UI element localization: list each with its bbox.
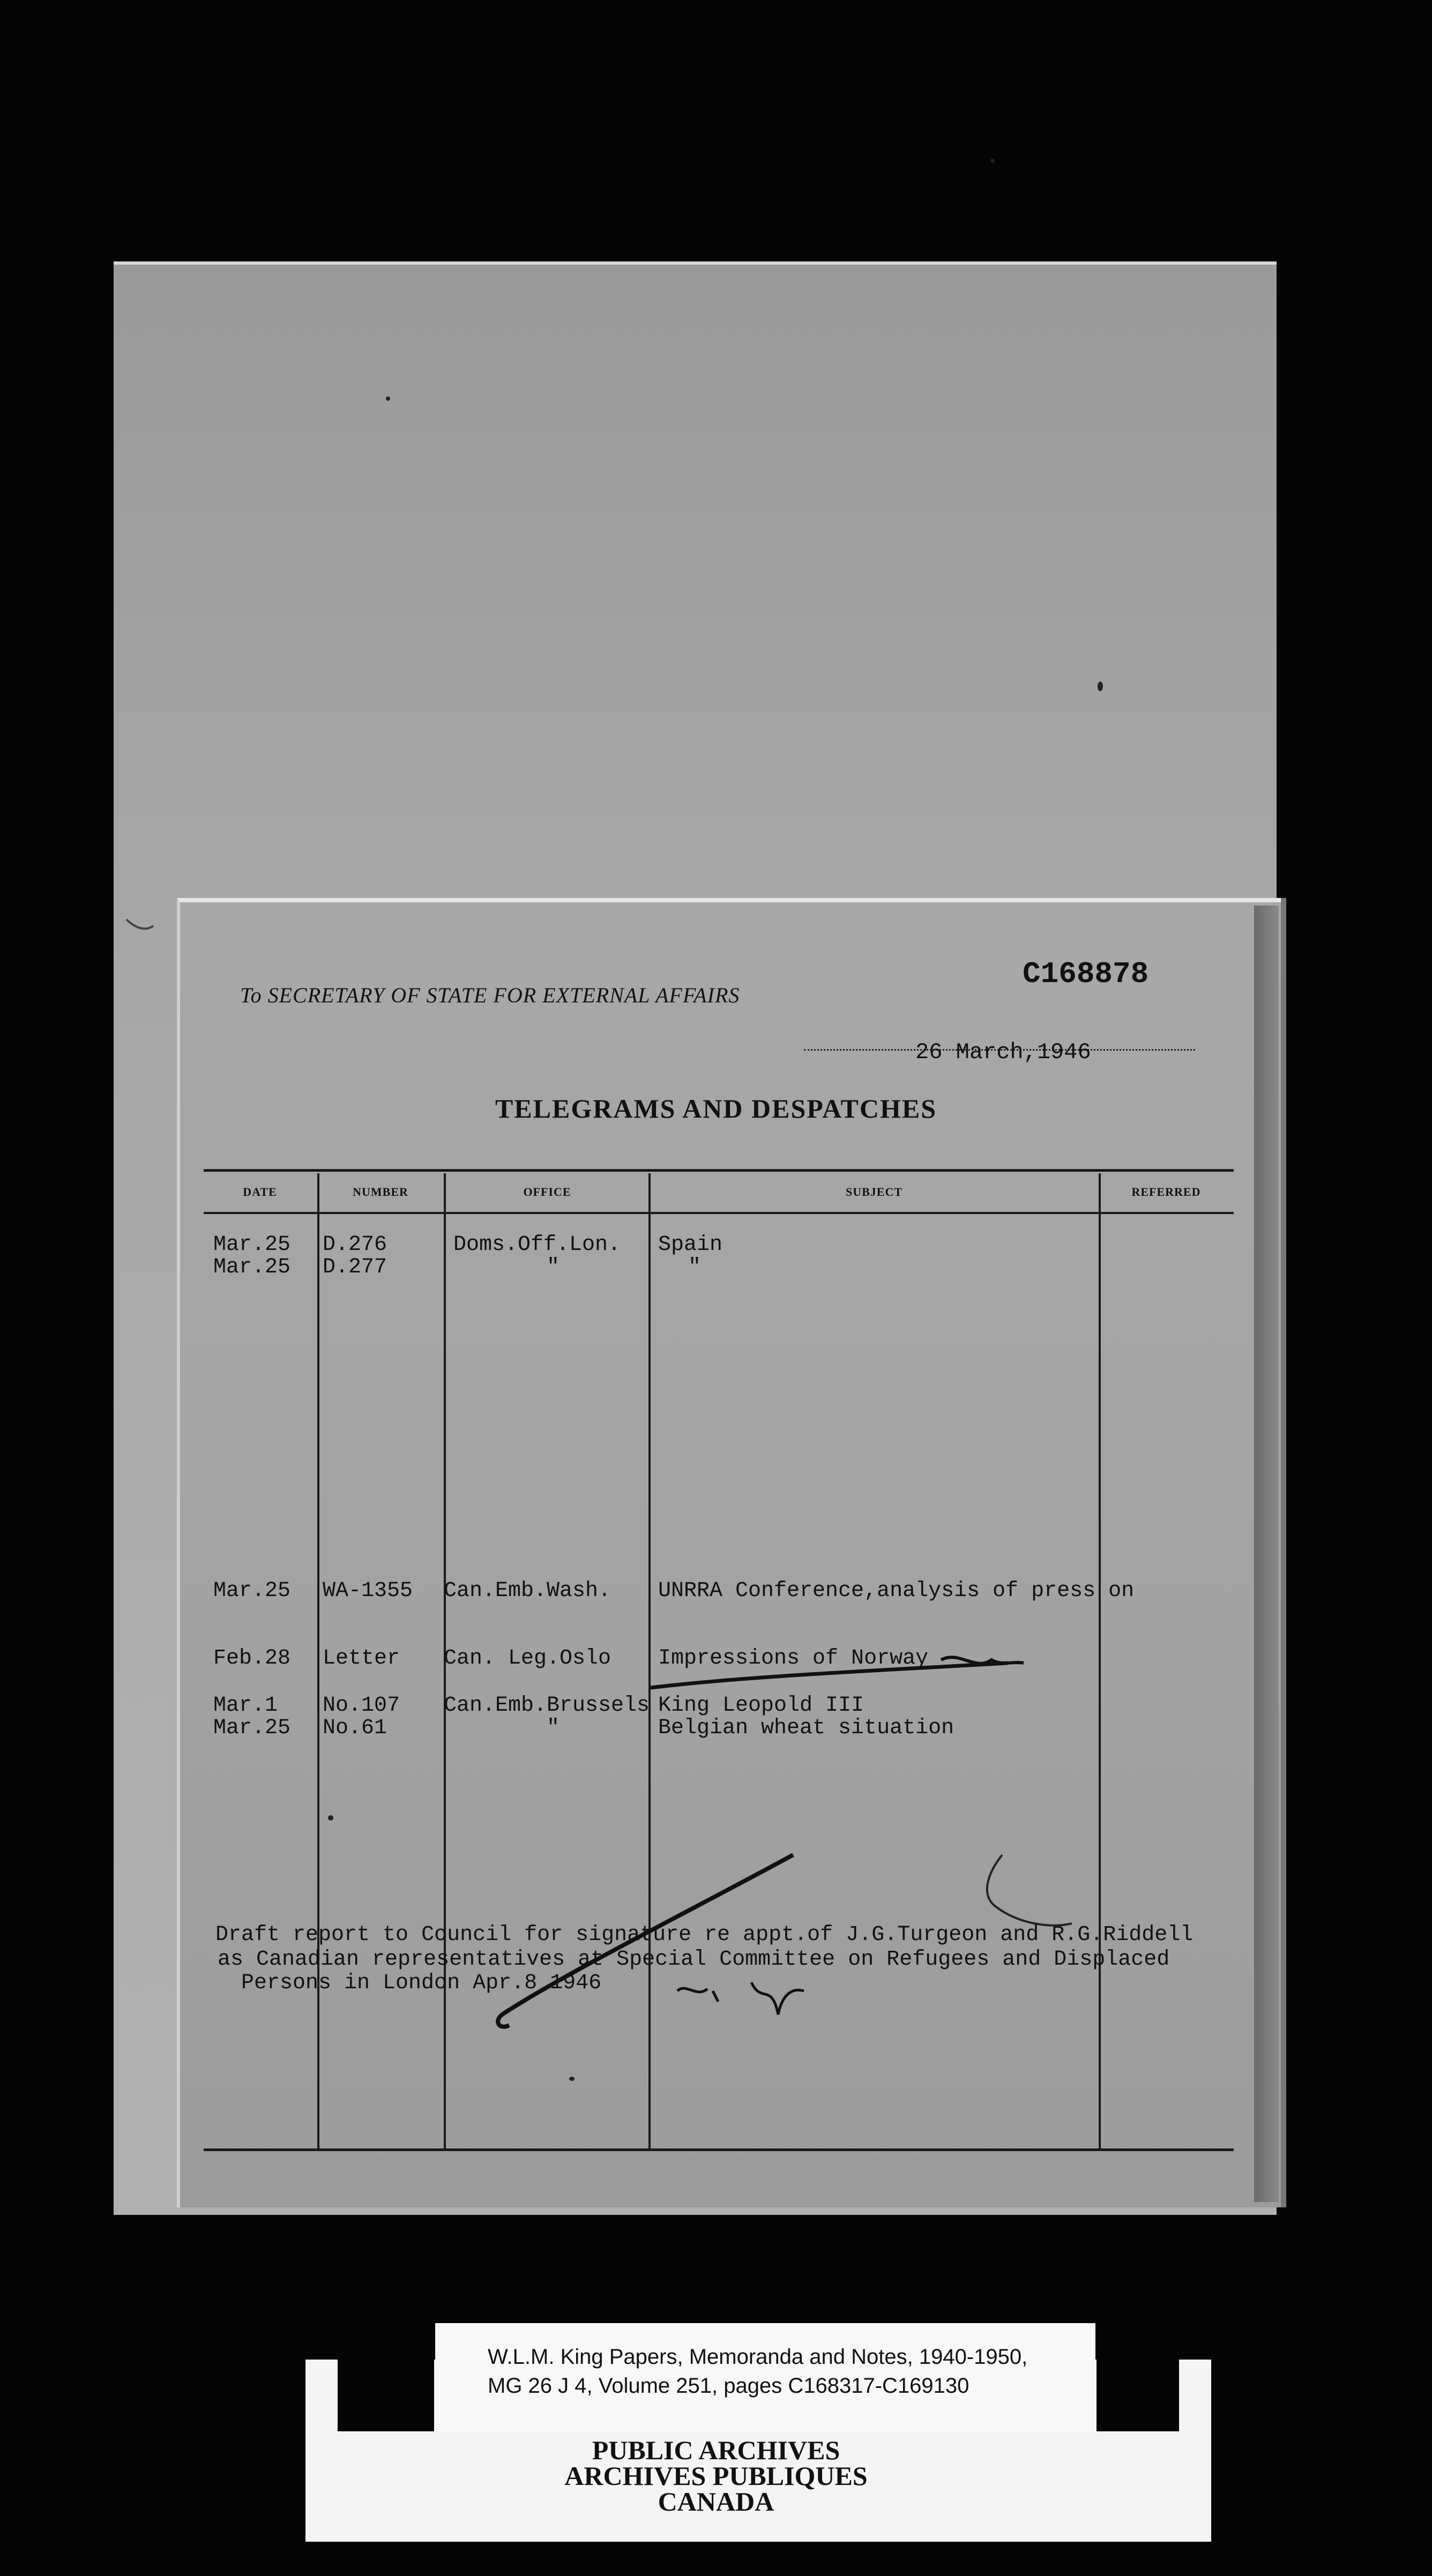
stamp-line: PUBLIC ARCHIVES	[592, 2435, 840, 2465]
form-title: TELEGRAMS AND DESPATCHES	[495, 1094, 937, 1124]
draft-note-line: as Canadian representatives at Special Committee on Refugees and Displaced	[218, 1948, 1170, 1972]
collection-label-line: W.L.M. King Papers, Memoranda and Notes, 1940-1950,	[488, 2345, 1028, 2369]
row-office: "	[547, 1716, 560, 1740]
row-number: No.107	[323, 1694, 400, 1718]
draft-note-line: Persons in London Apr.8 1946	[241, 1971, 602, 1995]
stamp-notch	[338, 2360, 434, 2431]
document-number: C168878	[1023, 957, 1149, 991]
column-header-number: NUMBER	[353, 1185, 408, 1199]
column-header-referred: REFERRED	[1131, 1185, 1201, 1199]
collection-label-line: MG 26 J 4, Volume 251, pages C168317-C169130	[488, 2374, 969, 2398]
row-number: D.277	[323, 1255, 387, 1279]
row-subject: King Leopold III	[658, 1694, 864, 1718]
row-subject: "	[688, 1255, 702, 1279]
column-header-office: OFFICE	[523, 1185, 571, 1199]
row-number: Letter	[323, 1646, 400, 1671]
row-date: Mar.25	[213, 1255, 291, 1279]
stamp-notch	[1097, 2360, 1179, 2431]
row-date: Mar.25	[213, 1716, 291, 1740]
document-date: 26 March,1946	[915, 1039, 1091, 1065]
row-office: Can.Emb.Wash.	[444, 1579, 611, 1603]
stamp-line: CANADA	[658, 2487, 774, 2517]
draft-note-line: Draft report to Council for signature re appt.of J.G.Turgeon and R.G.Riddell	[215, 1923, 1194, 1947]
row-number: No.61	[323, 1716, 387, 1740]
row-date: Mar.25	[213, 1579, 291, 1603]
row-office: Doms.Off.Lon.	[453, 1233, 621, 1257]
row-number: D.276	[323, 1233, 387, 1257]
row-number: WA-1355	[323, 1579, 413, 1603]
stamp-line: ARCHIVES PUBLIQUES	[564, 2461, 868, 2491]
row-subject: UNRRA Conference,analysis of press on	[658, 1579, 1135, 1603]
row-date: Feb.28	[213, 1646, 291, 1671]
row-subject: Impressions of Norway	[658, 1646, 929, 1671]
row-subject: Belgian wheat situation	[658, 1716, 954, 1740]
row-office: Can. Leg.Oslo	[444, 1646, 611, 1671]
row-date: Mar.1	[213, 1694, 278, 1718]
row-date: Mar.25	[213, 1233, 291, 1257]
row-office: Can.Emb.Brussels	[444, 1694, 650, 1718]
column-header-date: DATE	[243, 1185, 277, 1199]
row-office: "	[547, 1255, 560, 1279]
collection-label-text	[488, 2342, 1027, 2400]
column-header-subject: SUBJECT	[845, 1185, 903, 1199]
row-subject: Spain	[658, 1233, 723, 1257]
addressee-line: To SECRETARY OF STATE FOR EXTERNAL AFFAIRS	[240, 983, 740, 1007]
